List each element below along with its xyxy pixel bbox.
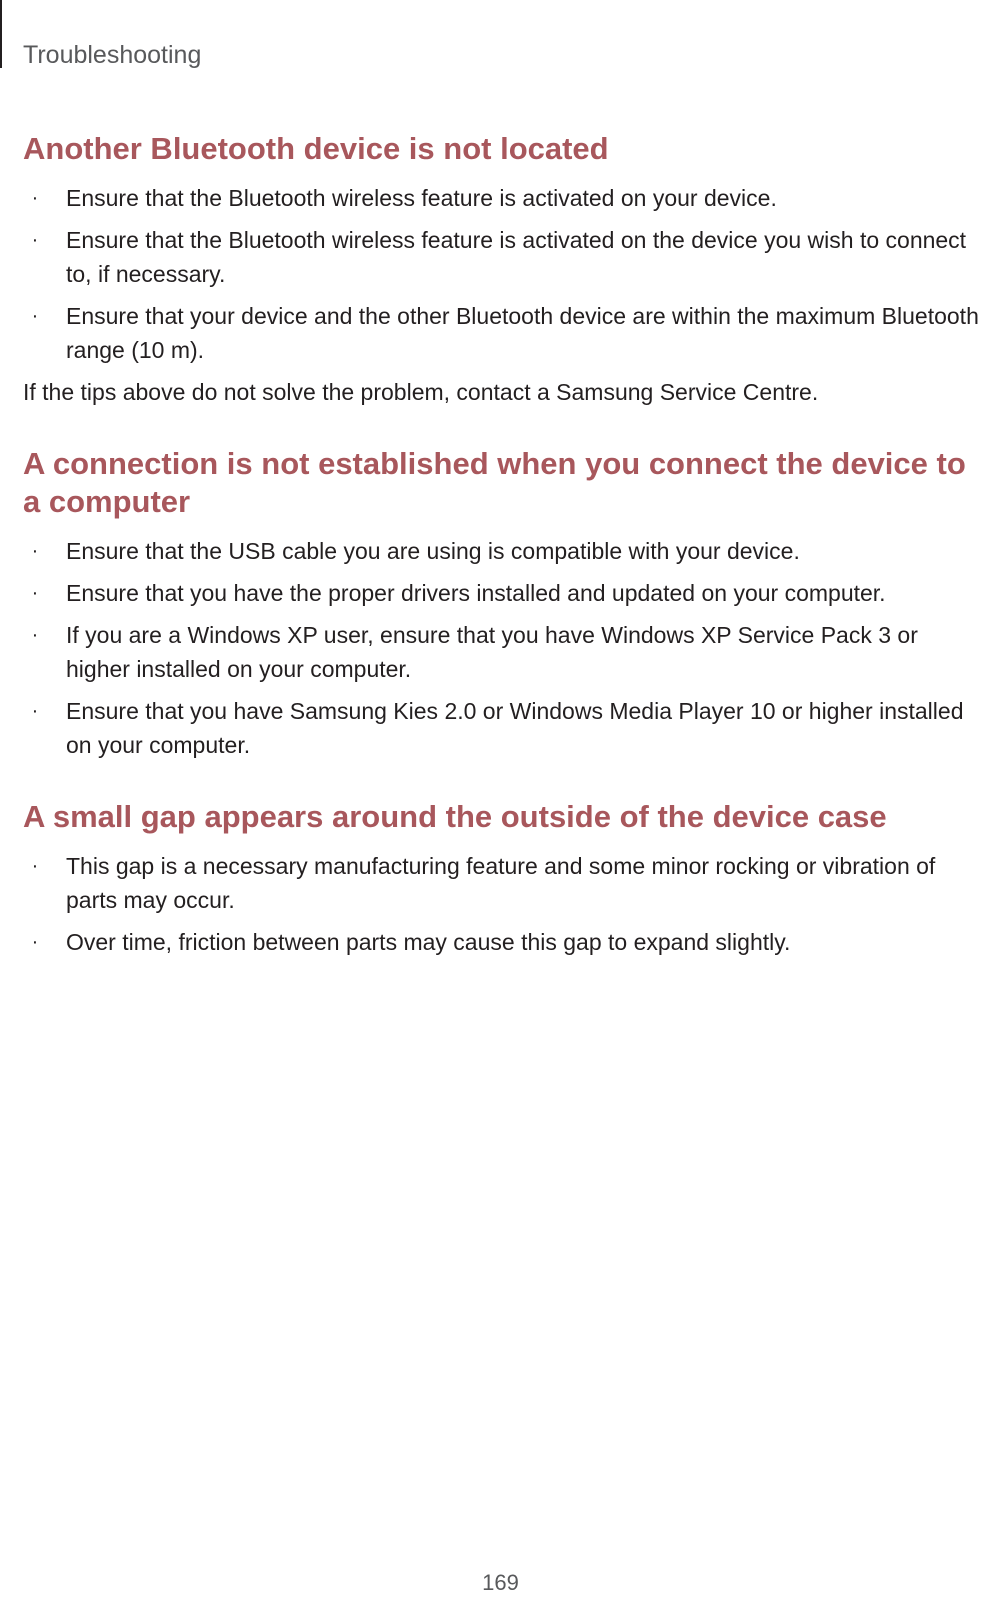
header-rule bbox=[0, 0, 2, 68]
list-item bbox=[23, 849, 979, 917]
bullet-icon: · bbox=[31, 540, 39, 562]
list-item bbox=[23, 223, 979, 291]
bullet-icon: · bbox=[31, 229, 39, 251]
list-item bbox=[23, 694, 979, 762]
list-item bbox=[23, 618, 979, 686]
bullet-icon: · bbox=[31, 855, 39, 877]
list-item bbox=[23, 299, 979, 367]
list-item-text: Ensure that you have the proper drivers installed and updated on your computer. bbox=[66, 580, 886, 606]
section-title: A small gap appears around the outside of the device case bbox=[23, 799, 887, 834]
list-item-text: Ensure that the USB cable you are using is compatible with your device. bbox=[66, 538, 800, 564]
list-item-text: If you are a Windows XP user, ensure that you have Windows XP Service Pack 3 or higher installed on your computer. bbox=[66, 622, 918, 682]
main-content bbox=[23, 130, 979, 995]
section-connection-not-established bbox=[23, 445, 979, 762]
list-item bbox=[23, 534, 979, 568]
section-bluetooth-not-located bbox=[23, 130, 979, 409]
bullet-list bbox=[23, 181, 979, 367]
list-item-text: This gap is a necessary manufacturing feature and some minor rocking or vibration of parts may occur. bbox=[66, 853, 936, 913]
section-small-gap bbox=[23, 798, 979, 959]
bullet-icon: · bbox=[31, 624, 39, 646]
list-item-text: Over time, friction between parts may cause this gap to expand slightly. bbox=[66, 929, 791, 955]
list-item-text: Ensure that the Bluetooth wireless feature is activated on the device you wish to connect to, if necessary. bbox=[66, 227, 967, 287]
bullet-icon: · bbox=[31, 305, 39, 327]
list-item-text: Ensure that you have Samsung Kies 2.0 or Windows Media Player 10 or higher installed on your computer. bbox=[66, 698, 964, 758]
page-number: 169 bbox=[482, 1570, 519, 1595]
section-title: Another Bluetooth device is not located bbox=[23, 131, 609, 166]
running-header: Troubleshooting bbox=[23, 41, 202, 69]
bullet-icon: · bbox=[31, 582, 39, 604]
list-item bbox=[23, 576, 979, 610]
bullet-list bbox=[23, 849, 979, 959]
list-item-text: Ensure that your device and the other Bluetooth device are within the maximum Bluetooth range (10 m). bbox=[66, 303, 979, 363]
bullet-icon: · bbox=[31, 187, 39, 209]
list-item bbox=[23, 925, 979, 959]
section-note: If the tips above do not solve the problem, contact a Samsung Service Centre. bbox=[23, 379, 819, 405]
bullet-icon: · bbox=[31, 700, 39, 722]
list-item bbox=[23, 181, 979, 215]
section-title: A connection is not established when you connect the device to a computer bbox=[23, 446, 966, 519]
bullet-list bbox=[23, 534, 979, 762]
list-item-text: Ensure that the Bluetooth wireless feature is activated on your device. bbox=[66, 185, 777, 211]
bullet-icon: · bbox=[31, 931, 39, 953]
